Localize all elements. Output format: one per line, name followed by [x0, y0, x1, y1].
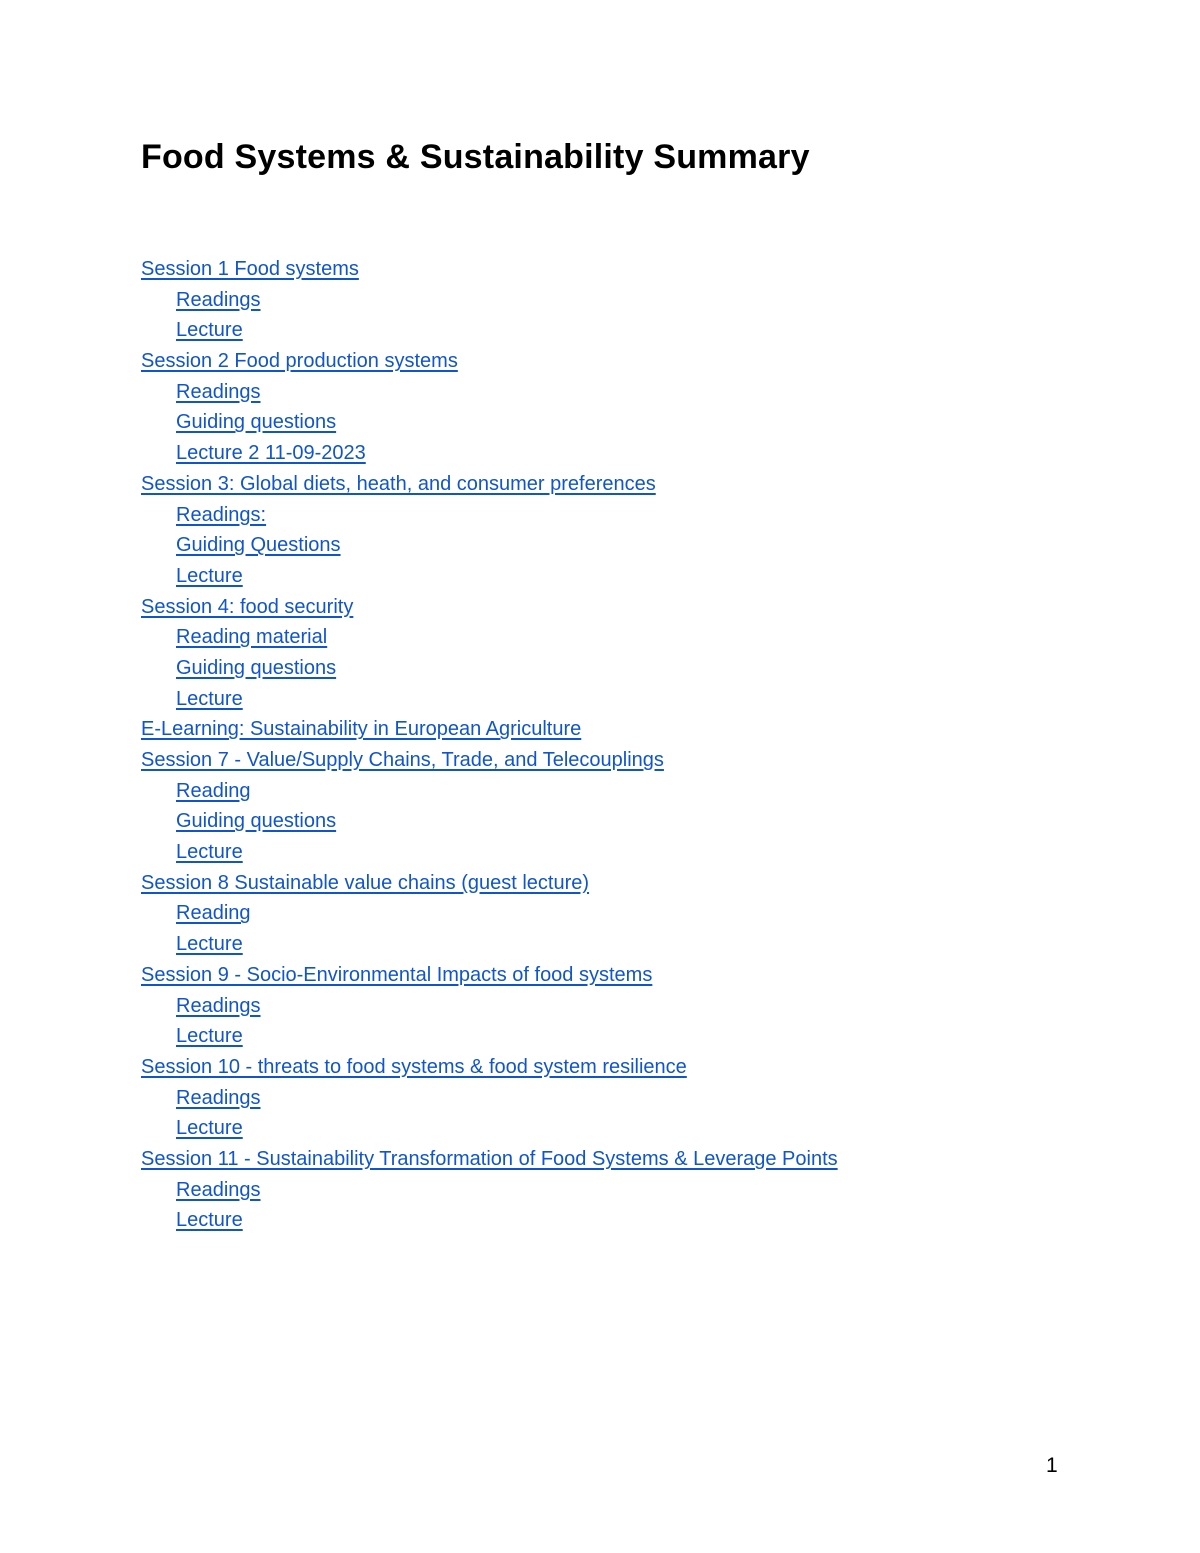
- toc-subentry-link[interactable]: Readings: [176, 1178, 261, 1201]
- toc-subentry-link[interactable]: Reading material: [176, 626, 328, 649]
- toc-entry-link[interactable]: Session 3: Global diets, heath, and consumer preferences: [141, 472, 656, 495]
- toc-subentry-link[interactable]: Lecture: [176, 1209, 243, 1232]
- toc-subentry: [141, 561, 838, 592]
- toc-subentry: [141, 898, 838, 929]
- toc-entry: [141, 714, 838, 745]
- document-title: Food Systems & Sustainability Summary: [141, 138, 810, 176]
- toc-entry: [141, 469, 838, 500]
- toc-subentry-link[interactable]: Readings: [176, 994, 261, 1017]
- toc-entry: [141, 960, 838, 991]
- toc-entry: [141, 1144, 838, 1175]
- toc-entry: [141, 745, 838, 776]
- toc-subentry-link[interactable]: Reading: [176, 779, 251, 802]
- toc-entry-link[interactable]: E-Learning: Sustainability in European Agriculture: [141, 718, 582, 741]
- toc-subentry-link[interactable]: Readings: [176, 380, 261, 403]
- table-of-contents: [141, 254, 838, 1236]
- toc-subentry: [141, 1113, 838, 1144]
- page-number: 1: [1046, 1454, 1058, 1477]
- toc-subentry-link[interactable]: Guiding questions: [176, 810, 337, 833]
- toc-subentry-link[interactable]: Lecture: [176, 319, 243, 342]
- toc-subentry: [141, 500, 838, 531]
- toc-subentry-link[interactable]: Lecture 2 11-09-2023: [176, 442, 366, 465]
- toc-entry: [141, 592, 838, 623]
- toc-entry-link[interactable]: Session 7 - Value/Supply Chains, Trade, and Telecouplings: [141, 749, 664, 771]
- toc-entry-link[interactable]: Session 2 Food production systems: [141, 350, 458, 373]
- toc-entry-link[interactable]: Session 1 Food systems: [141, 258, 359, 280]
- toc-entry-link[interactable]: Session 8 Sustainable value chains (guest lecture): [141, 871, 590, 894]
- toc-entry: [141, 346, 838, 377]
- toc-subentry: [141, 837, 838, 868]
- toc-subentry: [141, 776, 838, 807]
- toc-entry-link[interactable]: Session 11 - Sustainability Transformation of Food Systems & Leverage Points: [141, 1147, 838, 1170]
- toc-subentry: [141, 1083, 838, 1114]
- toc-subentry: [141, 991, 838, 1022]
- toc-subentry: [141, 530, 838, 561]
- toc-entry: [141, 868, 838, 899]
- toc-subentry: [141, 1205, 838, 1236]
- toc-subentry-link[interactable]: Lecture: [176, 687, 243, 710]
- toc-entry: [141, 1052, 838, 1083]
- toc-subentry-link[interactable]: Lecture: [176, 841, 243, 864]
- toc-subentry-link[interactable]: Lecture: [176, 933, 243, 956]
- toc-subentry-link[interactable]: Guiding questions: [176, 411, 337, 434]
- toc-subentry-link[interactable]: Lecture: [176, 1117, 243, 1140]
- toc-entry: [141, 254, 838, 285]
- toc-subentry-link[interactable]: Reading: [176, 902, 251, 925]
- toc-subentry-link[interactable]: Readings: [176, 1086, 261, 1109]
- toc-subentry: [141, 315, 838, 346]
- toc-subentry: [141, 806, 838, 837]
- toc-subentry-link[interactable]: Lecture: [176, 1025, 243, 1048]
- toc-subentry-link[interactable]: Readings: [176, 288, 261, 311]
- toc-subentry-link[interactable]: Readings:: [176, 503, 267, 526]
- toc-entry-link[interactable]: Session 10 - threats to food systems & food system resilience: [141, 1055, 687, 1078]
- toc-subentry-link[interactable]: Guiding Questions: [176, 534, 341, 557]
- toc-subentry: [141, 622, 838, 653]
- toc-subentry: [141, 1021, 838, 1052]
- toc-subentry: [141, 653, 838, 684]
- toc-subentry-link[interactable]: Guiding questions: [176, 656, 337, 679]
- toc-subentry: [141, 377, 838, 408]
- toc-subentry: [141, 407, 838, 438]
- toc-subentry: [141, 684, 838, 715]
- toc-subentry: [141, 438, 838, 469]
- toc-subentry-link[interactable]: Lecture: [176, 564, 243, 587]
- toc-subentry: [141, 285, 838, 316]
- toc-entry-link[interactable]: Session 4: food security: [141, 595, 354, 618]
- toc-entry-link[interactable]: Session 9 - Socio-Environmental Impacts of food systems: [141, 963, 653, 986]
- toc-subentry: [141, 1175, 838, 1206]
- toc-subentry: [141, 929, 838, 960]
